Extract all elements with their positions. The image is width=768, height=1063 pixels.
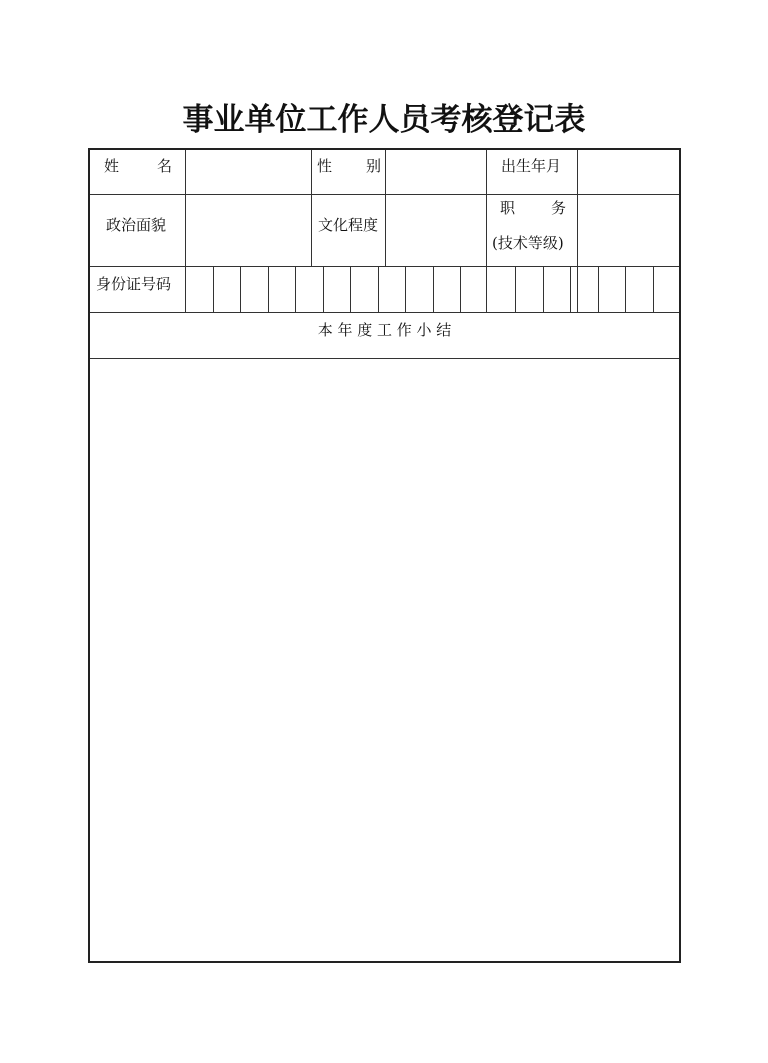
gender-label: [317, 157, 381, 175]
position-label-char: 务: [550, 199, 566, 217]
id-digit-cell[interactable]: [571, 267, 598, 312]
id-digit-cell[interactable]: [434, 267, 460, 312]
gender-label-char: 性: [317, 157, 333, 175]
name-label-char: 名: [156, 157, 172, 175]
id-digit-cell[interactable]: [626, 267, 653, 312]
position-field[interactable]: [578, 195, 679, 266]
id-digit-cell[interactable]: [214, 267, 240, 312]
id-digit-cell[interactable]: [241, 267, 268, 312]
position-sub-label: (技术等级): [492, 234, 564, 252]
birth-field[interactable]: [578, 150, 679, 194]
education-label: 文化程度: [318, 216, 379, 234]
position-label-char: 职: [500, 199, 516, 217]
name-label-char: 姓: [104, 157, 120, 175]
id-digit-cell[interactable]: [487, 267, 515, 312]
id-digit-cell[interactable]: [269, 267, 295, 312]
id-digit-cell[interactable]: [599, 267, 625, 312]
summary-header: 本 年 度 工 作 小 结: [317, 321, 452, 339]
id-digit-cell[interactable]: [461, 267, 486, 312]
id-digit-cell[interactable]: [379, 267, 405, 312]
position-label: [500, 199, 566, 217]
id-digit-cell[interactable]: [324, 267, 350, 312]
name-field[interactable]: [186, 150, 311, 194]
row-divider: [90, 312, 679, 313]
id-digit-cell[interactable]: [406, 267, 433, 312]
id-digit-cell[interactable]: [351, 267, 378, 312]
registration-form: [88, 148, 681, 963]
political-label: 政治面貌: [106, 216, 167, 234]
birth-label: 出生年月: [501, 157, 562, 175]
political-field[interactable]: [186, 195, 311, 266]
page-title: 事业单位工作人员考核登记表: [182, 102, 586, 138]
gender-label-char: 别: [365, 157, 381, 175]
education-field[interactable]: [386, 195, 486, 266]
gender-field[interactable]: [386, 150, 486, 194]
id-digit-cell[interactable]: [186, 267, 213, 312]
id-digit-cell[interactable]: [516, 267, 543, 312]
id-digit-cell[interactable]: [544, 267, 570, 312]
name-label: [104, 157, 172, 175]
summary-field[interactable]: [90, 359, 679, 961]
id-label: 身份证号码: [96, 275, 172, 293]
id-digit-cell[interactable]: [654, 267, 679, 312]
col-divider: [311, 150, 312, 266]
id-digit-cell[interactable]: [296, 267, 323, 312]
